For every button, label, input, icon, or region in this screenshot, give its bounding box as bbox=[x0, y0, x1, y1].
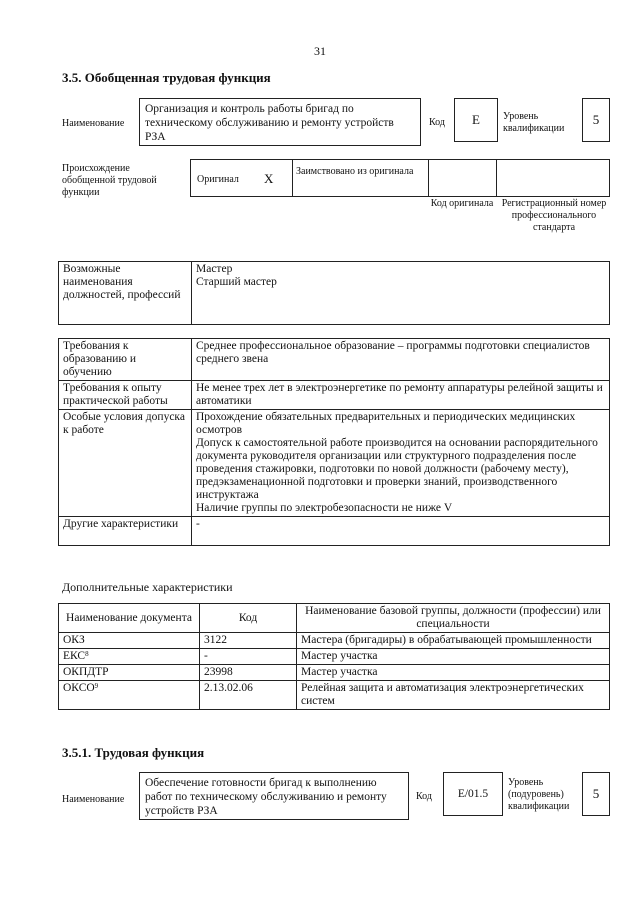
row-code: - bbox=[200, 649, 297, 665]
level-label: Уровень квалификации bbox=[503, 111, 565, 134]
code-label: Код bbox=[416, 791, 432, 802]
code-box bbox=[443, 772, 503, 816]
req-value-multi bbox=[192, 410, 610, 517]
footnote-ref: 9 bbox=[94, 682, 99, 690]
name-label: Наименование bbox=[62, 118, 125, 129]
row-code: 3122 bbox=[200, 633, 297, 649]
origin-label: Происхождение обобщенной трудовой функции bbox=[62, 163, 157, 198]
row-name: Релейная защита и автоматизация электроэнергетических систем bbox=[297, 681, 610, 710]
table-row bbox=[59, 649, 610, 665]
row-doc bbox=[59, 681, 200, 710]
additional-table bbox=[58, 603, 610, 710]
table-row bbox=[59, 681, 610, 710]
positions-table bbox=[58, 261, 610, 325]
reg-number-label: Регистрационный номер профессионального стандарта bbox=[501, 198, 607, 233]
code-original-label: Код оригинала bbox=[430, 198, 494, 209]
positions-values bbox=[192, 262, 610, 325]
row-name: Мастера (бригадиры) в обрабатывающей промышленности bbox=[297, 633, 610, 649]
origin-box bbox=[190, 159, 610, 197]
position-item: Мастер bbox=[196, 263, 233, 275]
row-doc bbox=[59, 649, 200, 665]
header-name: Наименование базовой группы, должности (профессии) или специальности bbox=[297, 604, 610, 633]
additional-title: Дополнительные характеристики bbox=[62, 580, 233, 594]
code-value: E bbox=[472, 112, 480, 127]
footnote-ref: 8 bbox=[85, 650, 89, 658]
function-name-box bbox=[139, 98, 421, 146]
subsection-title: 3.5.1. Трудовая функция bbox=[62, 745, 205, 760]
divider bbox=[496, 160, 497, 196]
doc-name: ОКСО bbox=[63, 682, 95, 694]
req-line: Прохождение обязательных предварительных и периодических медицинских осмотров bbox=[196, 411, 576, 436]
level-box bbox=[582, 98, 610, 142]
req-value: Не менее трех лет в электроэнергетике по ремонту аппаратуры релейной защиты и автоматики bbox=[192, 381, 610, 410]
divider bbox=[428, 160, 429, 196]
requirements-table bbox=[58, 338, 610, 546]
original-mark: X bbox=[264, 171, 274, 186]
page-number: 31 bbox=[314, 44, 326, 58]
code-label: Код bbox=[429, 117, 445, 128]
code-value: E/01.5 bbox=[457, 788, 489, 800]
positions-label: Возможные наименования должностей, профессий bbox=[59, 262, 192, 325]
header-code: Код bbox=[200, 604, 297, 633]
header-doc: Наименование документа bbox=[59, 604, 200, 633]
req-label: Особые условия допуска к работе bbox=[59, 410, 192, 517]
level-label: Уровень (подуровень) квалификации bbox=[508, 777, 570, 812]
req-label: Другие характеристики bbox=[59, 517, 192, 546]
position-item: Старший мастер bbox=[196, 276, 277, 288]
req-line: Допуск к самостоятельной работе производится на основании распорядительного документа руководителя организации или структурного подразделения после проведения стажировки, подготовки по новой должности (рабочему месту), предэкзаменационной подготовки и проверки знаний, производственного инструктажа bbox=[196, 437, 598, 501]
original-label: Оригинал bbox=[197, 174, 239, 185]
name-label: Наименование bbox=[62, 794, 125, 805]
table-row bbox=[59, 665, 610, 681]
doc-name: ЕКС bbox=[63, 650, 86, 662]
row-code: 23998 bbox=[200, 665, 297, 681]
level-value: 5 bbox=[592, 112, 600, 127]
row-code: 2.13.02.06 bbox=[200, 681, 297, 710]
row-name: Мастер участка bbox=[297, 649, 610, 665]
divider bbox=[292, 160, 293, 196]
doc-name: ОКПДТР bbox=[63, 666, 109, 678]
row-doc bbox=[59, 633, 200, 649]
level-value: 5 bbox=[592, 786, 600, 801]
borrowed-label: Заимствовано из оригинала bbox=[296, 166, 414, 177]
section-title: 3.5. Обобщенная трудовая функция bbox=[62, 70, 271, 85]
level-box bbox=[582, 772, 610, 816]
req-value: Среднее профессиональное образование – программы подготовки специалистов среднего звена bbox=[192, 339, 610, 381]
doc-name: ОКЗ bbox=[63, 634, 85, 646]
function-name-box bbox=[139, 772, 409, 820]
function-name: Обеспечение готовности бригад к выполнению работ по техническому обслуживанию и ремонту устройств РЗА bbox=[145, 777, 387, 817]
code-box bbox=[454, 98, 498, 142]
req-label: Требования к опыту практической работы bbox=[59, 381, 192, 410]
row-doc bbox=[59, 665, 200, 681]
req-line: Наличие группы по электробезопасности не ниже V bbox=[196, 502, 453, 514]
function-name: Организация и контроль работы бригад по техническому обслуживанию и ремонту устройств РЗА bbox=[145, 103, 394, 143]
table-row bbox=[59, 633, 610, 649]
req-label: Требования к образованию и обучению bbox=[59, 339, 192, 381]
row-name: Мастер участка bbox=[297, 665, 610, 681]
req-value: - bbox=[192, 517, 610, 546]
